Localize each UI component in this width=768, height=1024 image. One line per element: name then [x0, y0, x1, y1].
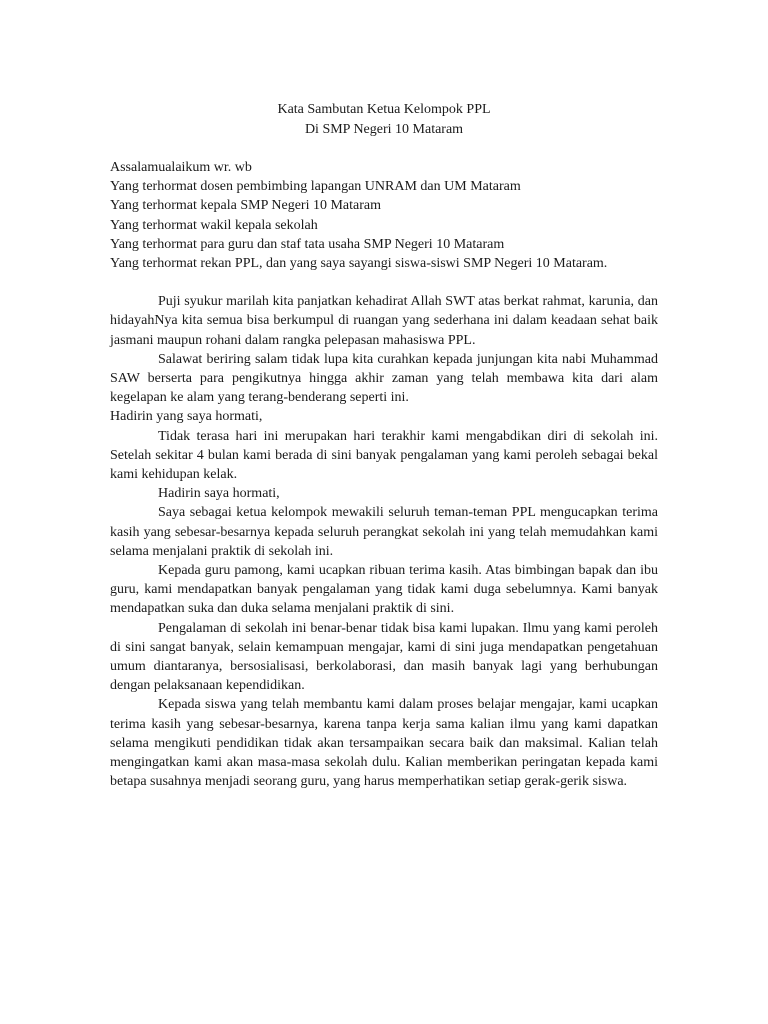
greeting-line: Yang terhormat dosen pembimbing lapangan UNRAM dan UM Mataram: [110, 179, 521, 195]
greeting-line: Yang terhormat kepala SMP Negeri 10 Mataram: [110, 198, 381, 214]
body-text: [110, 292, 658, 791]
paragraph-spacer: [110, 273, 658, 292]
body-paragraph: Pengalaman di sekolah ini benar-benar tidak bisa kami lupakan. Ilmu yang kami peroleh di sini sangat banyak, selain kemampuan mengajar, kami di sini juga mendapatkan pengetahuan umum diantaranya, bersosialisasi, berkolaborasi, dan masih banyak lagi yang berhubungan dengan pelaksanaan kependidikan.: [110, 620, 658, 694]
title-block: [110, 100, 658, 139]
document-title: Kata Sambutan Ketua Kelompok PPL: [277, 102, 491, 117]
document-page: [110, 100, 658, 792]
body-paragraph: Tidak terasa hari ini merupakan hari terakhir kami mengabdikan diri di sekolah ini. Setelah sekitar 4 bulan kami berada di sini banyak pengalaman yang kami peroleh sebagai bekal kami kehidupan kelak.: [110, 428, 658, 483]
body-paragraph: Saya sebagai ketua kelompok mewakili seluruh teman-teman PPL mengucapkan terima kasih yang sebesar-besarnya kepada seluruh perangkat sekolah ini yang telah memudahkan kami selama menjalani praktik di sekolah ini.: [110, 505, 658, 559]
document-subtitle: Di SMP Negeri 10 Mataram: [304, 121, 464, 137]
greeting-list: [110, 158, 658, 273]
greeting-line: Yang terhormat rekan PPL, dan yang saya sayangi siswa-siswi SMP Negeri 10 Mataram.: [110, 256, 608, 272]
body-paragraph: Puji syukur marilah kita panjatkan kehadirat Allah SWT atas berkat rahmat, karunia, dan hidayahNya kita semua bisa berkumpul di ruangan yang sederhana ini dalam keadaan sehat baik jasmani maupun rohani dalam rangka pelepasan mahasiswa PPL.: [110, 294, 658, 348]
greeting-line: Yang terhormat para guru dan staf tata usaha SMP Negeri 10 Mataram: [110, 236, 505, 252]
body-paragraph: Hadirin saya hormati,: [158, 486, 280, 502]
body-paragraph: Kepada guru pamong, kami ucapkan ribuan terima kasih. Atas bimbingan bapak dan ibu guru, kami mendapatkan banyak pengalaman yang tidak kami duga sebelumnya. Kami banyak mendapatkan suka dan duka selama menjalani praktik di sini.: [110, 563, 658, 617]
body-paragraph: Salawat beriring salam tidak lupa kita curahkan kepada junjungan kita nabi Muhammad SAW berserta para pengikutnya hingga akhir zaman yang telah membawa kita dari alam kegelapan ke alam yang terang-benderang seperti ini.: [110, 351, 658, 406]
greeting-line: Assalamualaikum wr. wb: [110, 160, 252, 175]
body-paragraph: Kepada siswa yang telah membantu kami dalam proses belajar mengajar, kami ucapkan terima kasih yang sebesar-besarnya, karena tanpa kerja sama kalian ilmu yang kami dapatkan selama mengikuti pendidikan tidak akan tersampaikan secara baik dan maksimal. Kalian telah mengingatkan kami akan masa-masa sekolah dulu. Kalian memberikan peringatan kepada kami betapa susahnya menjadi seorang guru, yang harus memperhatikan setiap gerak-gerik siswa.: [110, 697, 658, 790]
body-paragraph: Hadirin yang saya hormati,: [110, 409, 263, 425]
greeting-line: Yang terhormat wakil kepala sekolah: [110, 217, 318, 233]
